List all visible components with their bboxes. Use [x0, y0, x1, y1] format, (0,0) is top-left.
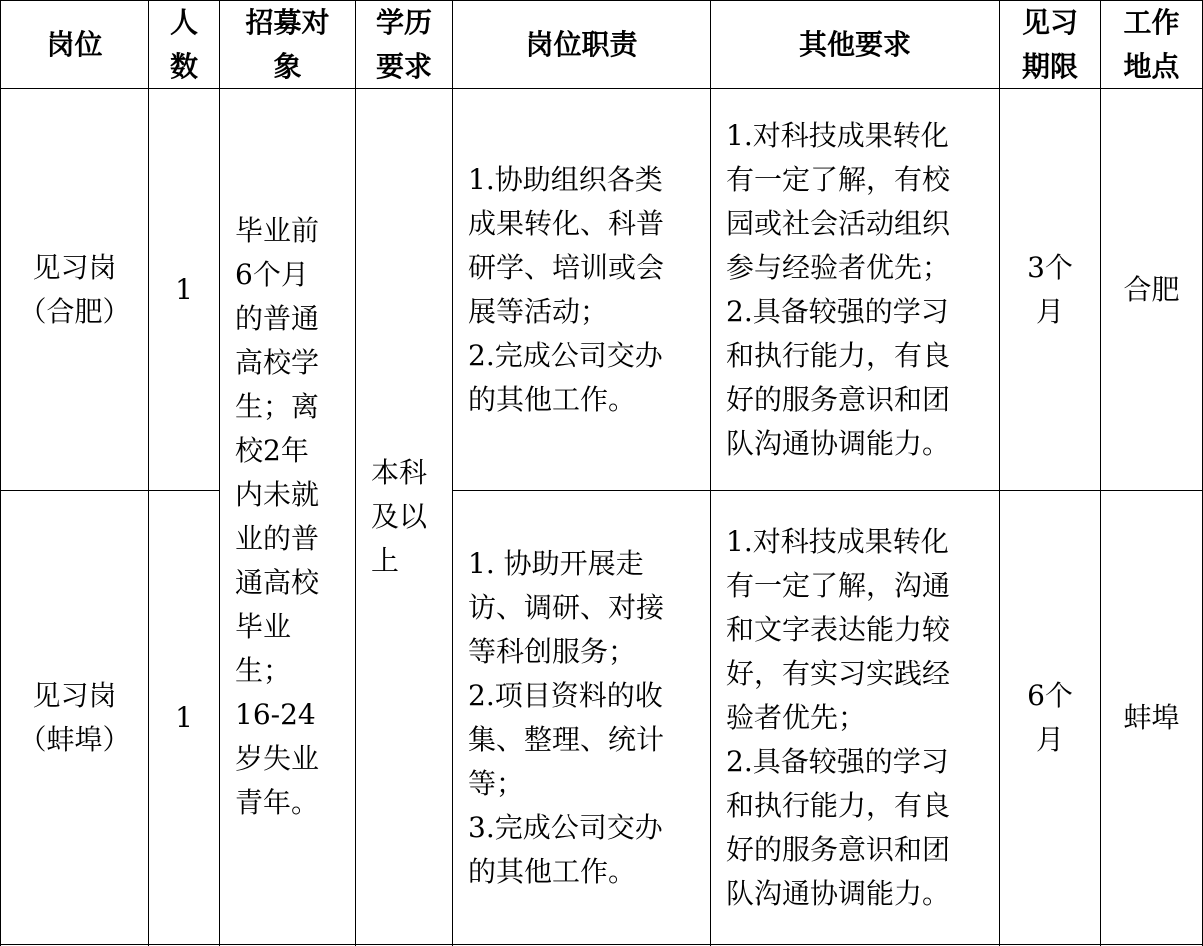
row1-other-requirements: 1.对科技成果转化 有一定了解，有校 园或社会活动组织 参与经验者优先； 2.具备较强的学习 和执行能力，有良 好的服务意识和团 队沟通协调能力。: [726, 118, 951, 460]
header-duties: 岗位职责: [525, 27, 638, 61]
row2-period: 6个 月: [1027, 678, 1073, 756]
row1-count: 1: [175, 272, 193, 306]
row1-duties: 1.协助组织各类 成果转化、科普 研学、培训或会 展等活动； 2.完成公司交办 的其他工作。: [468, 162, 665, 416]
header-period: 见习 期限: [1021, 5, 1078, 83]
row2-position: 见习岗 （蚌埠）: [18, 678, 131, 756]
merged-target: 毕业前 6个月 的普通 高校学 生；离 校2年 内未就 业的普 通高校 毕业 生； 16-24 岁失业 青年。: [235, 213, 320, 819]
table-border-bottom: [0, 944, 1203, 945]
merged-education: 本科 及以 上: [371, 455, 428, 577]
header-other-requirements: 其他要求: [798, 27, 911, 61]
header-location: 工作 地点: [1123, 5, 1180, 83]
row1-location: 合肥: [1123, 272, 1180, 306]
header-target: 招募对 象: [245, 5, 330, 83]
header-education: 学历 要求: [375, 5, 432, 83]
row2-duties: 1. 协助开展走 访、调研、对接 等科创服务； 2.项目资料的收 集、整理、统计 等； 3.完成公司交办 的其他工作。: [468, 546, 665, 888]
row2-location: 蚌埠: [1123, 700, 1180, 734]
row2-other-requirements: 1.对科技成果转化 有一定了解，沟通 和文字表达能力较 好，有实习实践经 验者优先； 2.具备较强的学习 和执行能力，有良 好的服务意识和团 队沟通协调能力。: [726, 524, 951, 910]
header-count: 人 数: [169, 5, 198, 83]
row1-position: 见习岗 （合肥）: [18, 250, 131, 328]
header-position: 岗位: [46, 27, 103, 61]
row2-count: 1: [175, 700, 193, 734]
row1-period: 3个 月: [1027, 250, 1073, 328]
